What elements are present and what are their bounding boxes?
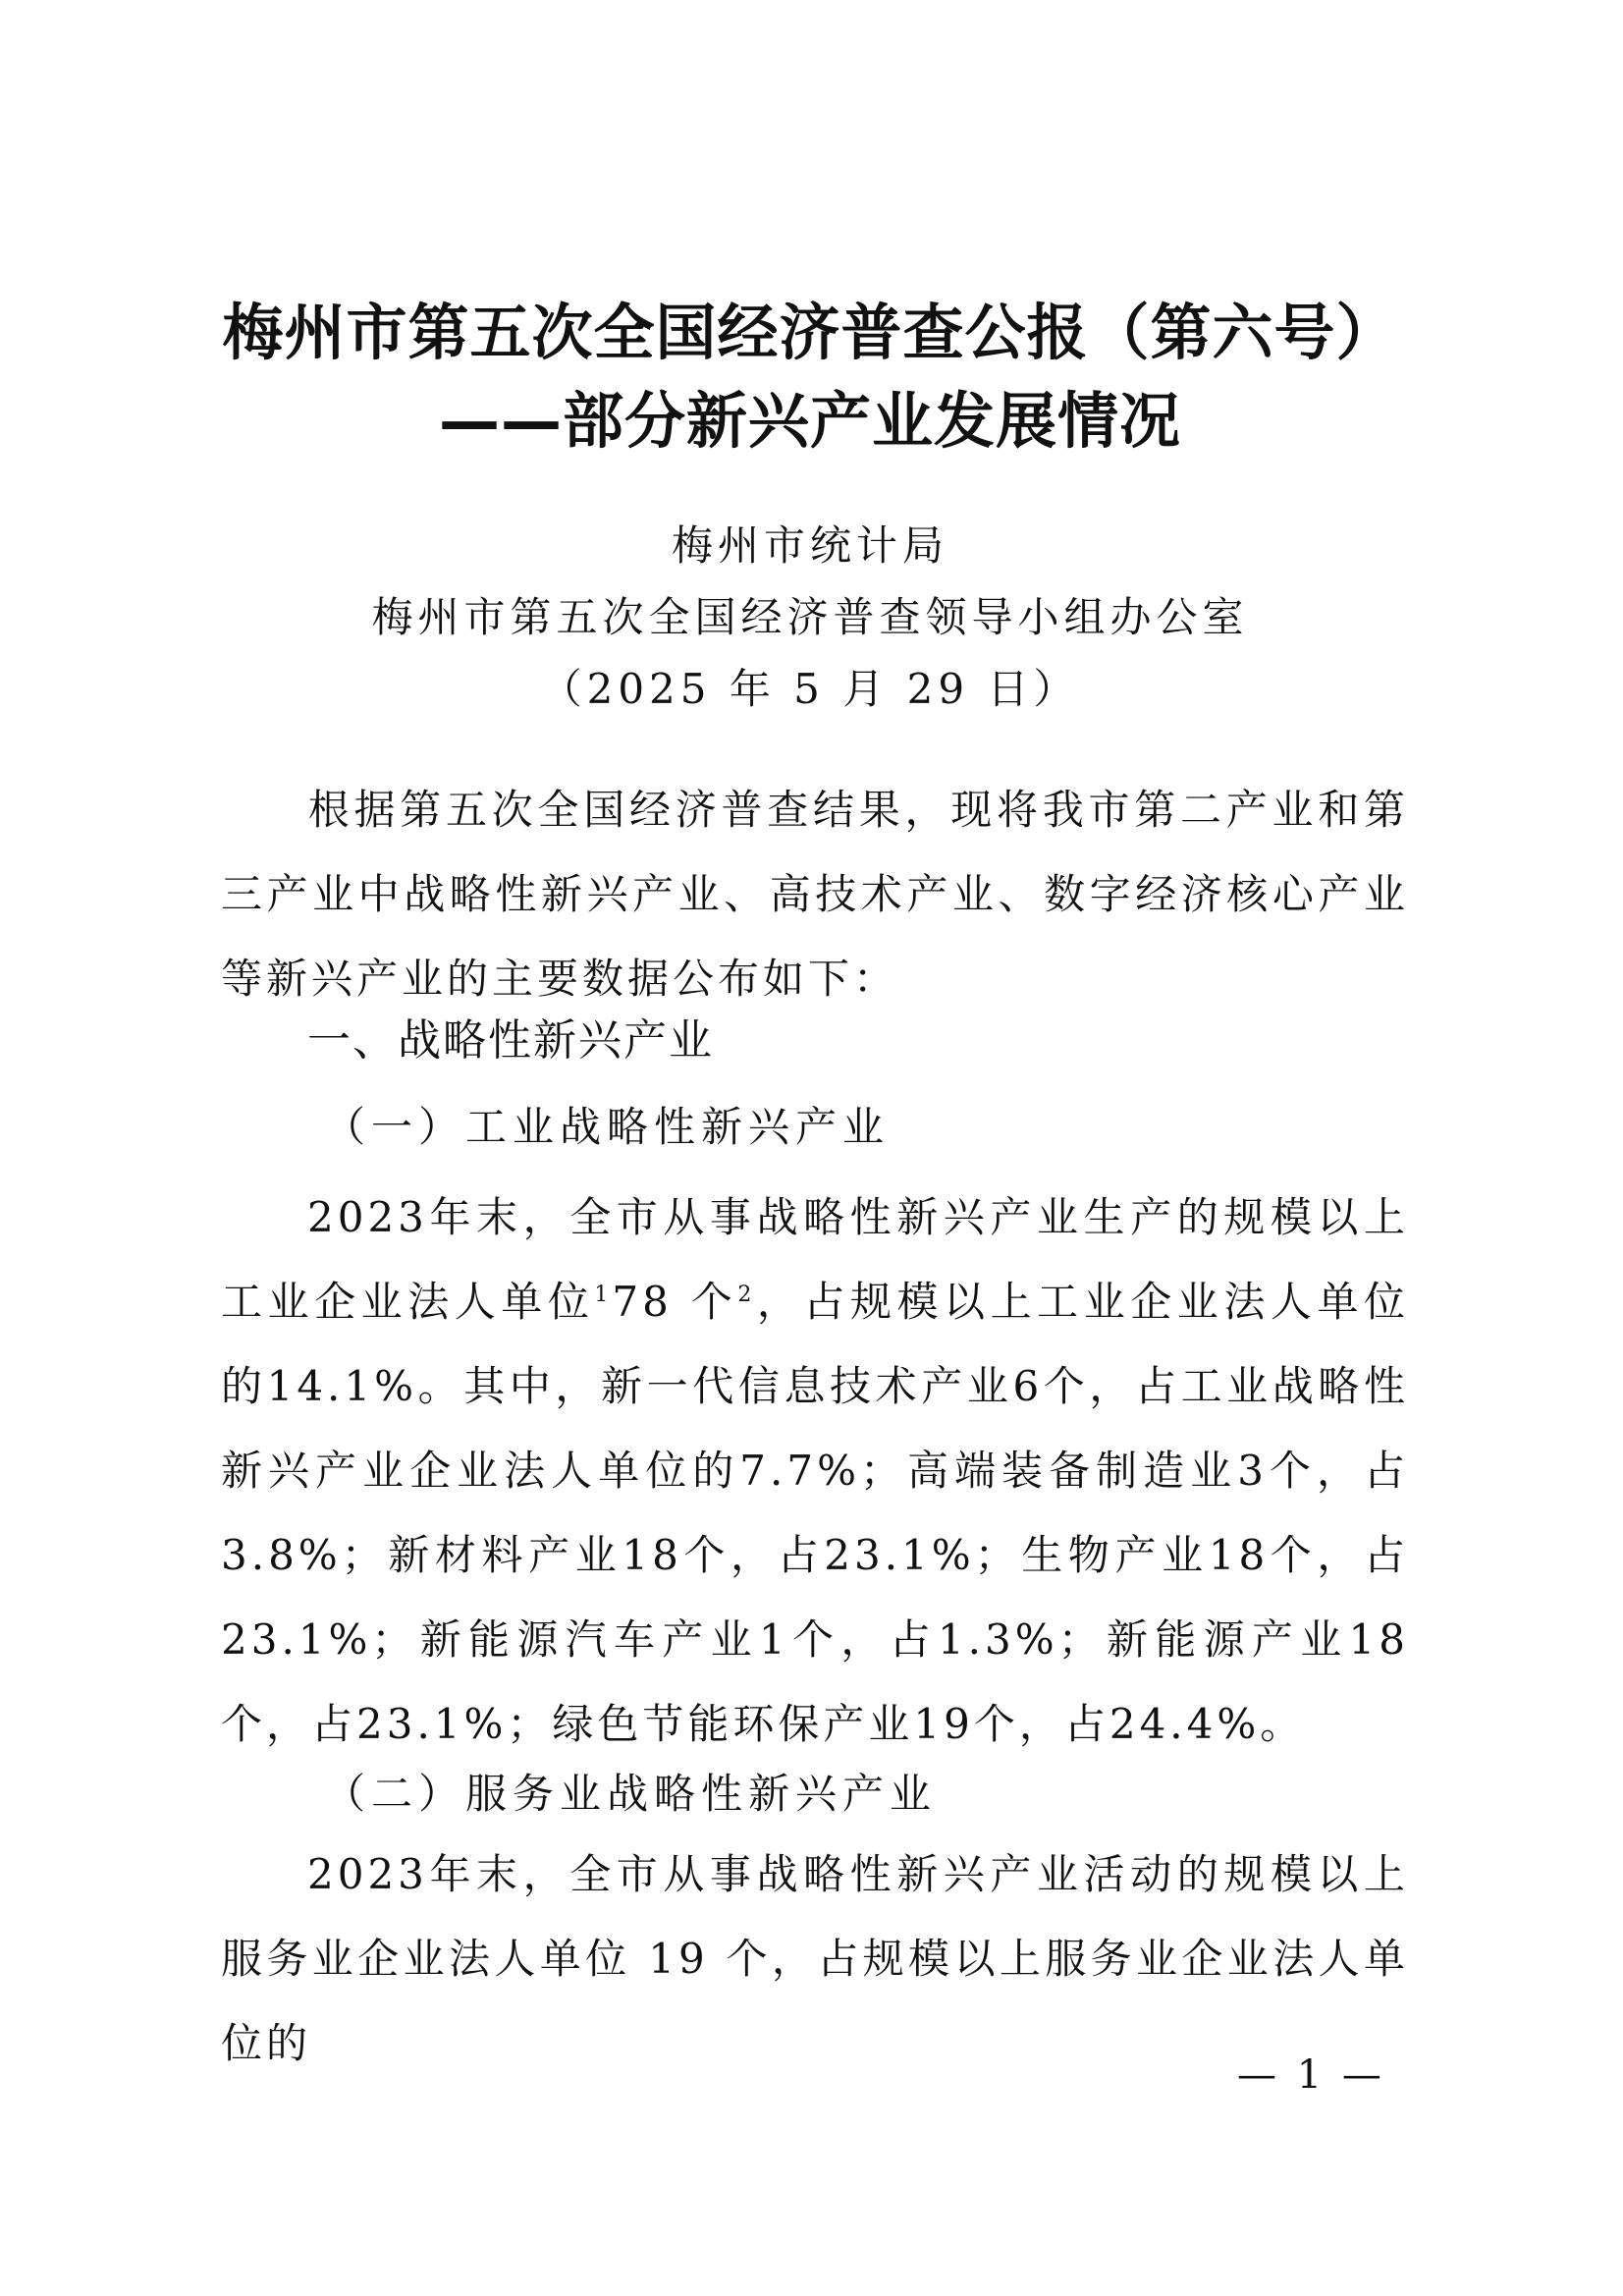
subsection-1-text-a: 2023年末，全市从事战略性新兴产业生产的规模以上工业企业法人单位: [221, 1193, 1409, 1326]
intro-paragraph: [221, 768, 1409, 1021]
subsection-2-heading: （二）服务业战略性新兴产业: [324, 1770, 938, 1818]
subsection-1-text-b: 78 个: [612, 1278, 738, 1326]
issue-date: （2025 年 5 月 29 日）: [540, 665, 1080, 713]
document-title: 梅州市第五次全国经济普查公报（第六号）: [222, 297, 1398, 368]
subsection-2-text: 2023年末，全市从事战略性新兴产业活动的规模以上服务业企业法人单位 19 个，占规模以上服务业企业法人单位的: [221, 1850, 1409, 2067]
section-1-heading: 一、战略性新兴产业: [307, 1015, 714, 1066]
subsection-1-heading: （一）工业战略性新兴产业: [324, 1103, 891, 1151]
page-number: — 1 —: [1237, 2052, 1385, 2098]
footnote-ref-1[interactable]: 1: [594, 1283, 613, 1307]
subsection-1-paragraph: [221, 1175, 1409, 1767]
issuer-org-1: 梅州市统计局: [671, 521, 948, 570]
subsection-1-text-c: ，占规模以上工业企业法人单位的14.1%。其中，新一代信息技术产业6个，占工业战略性新兴产业企业法人单位的7.7%；高端装备制造业3个，占3.8%；新材料产业18个，占23.1%；生物产业18个，占23.1%；新能源汽车产业1个，占1.3%；新能源产业18个，占23.1%；绿色节能环保产业19个，占24.4%。: [221, 1278, 1409, 1748]
footnote-ref-2[interactable]: 2: [737, 1283, 756, 1307]
intro-text: 根据第五次全国经济普查结果，现将我市第二产业和第三产业中战略性新兴产业、高技术产业、数字经济核心产业等新兴产业的主要数据公布如下：: [221, 786, 1409, 1003]
issuer-org-2: 梅州市第五次全国经济普查领导小组办公室: [371, 593, 1249, 641]
document-subtitle: ——部分新兴产业发展情况: [438, 385, 1181, 457]
subsection-2-paragraph: [221, 1832, 1409, 2086]
